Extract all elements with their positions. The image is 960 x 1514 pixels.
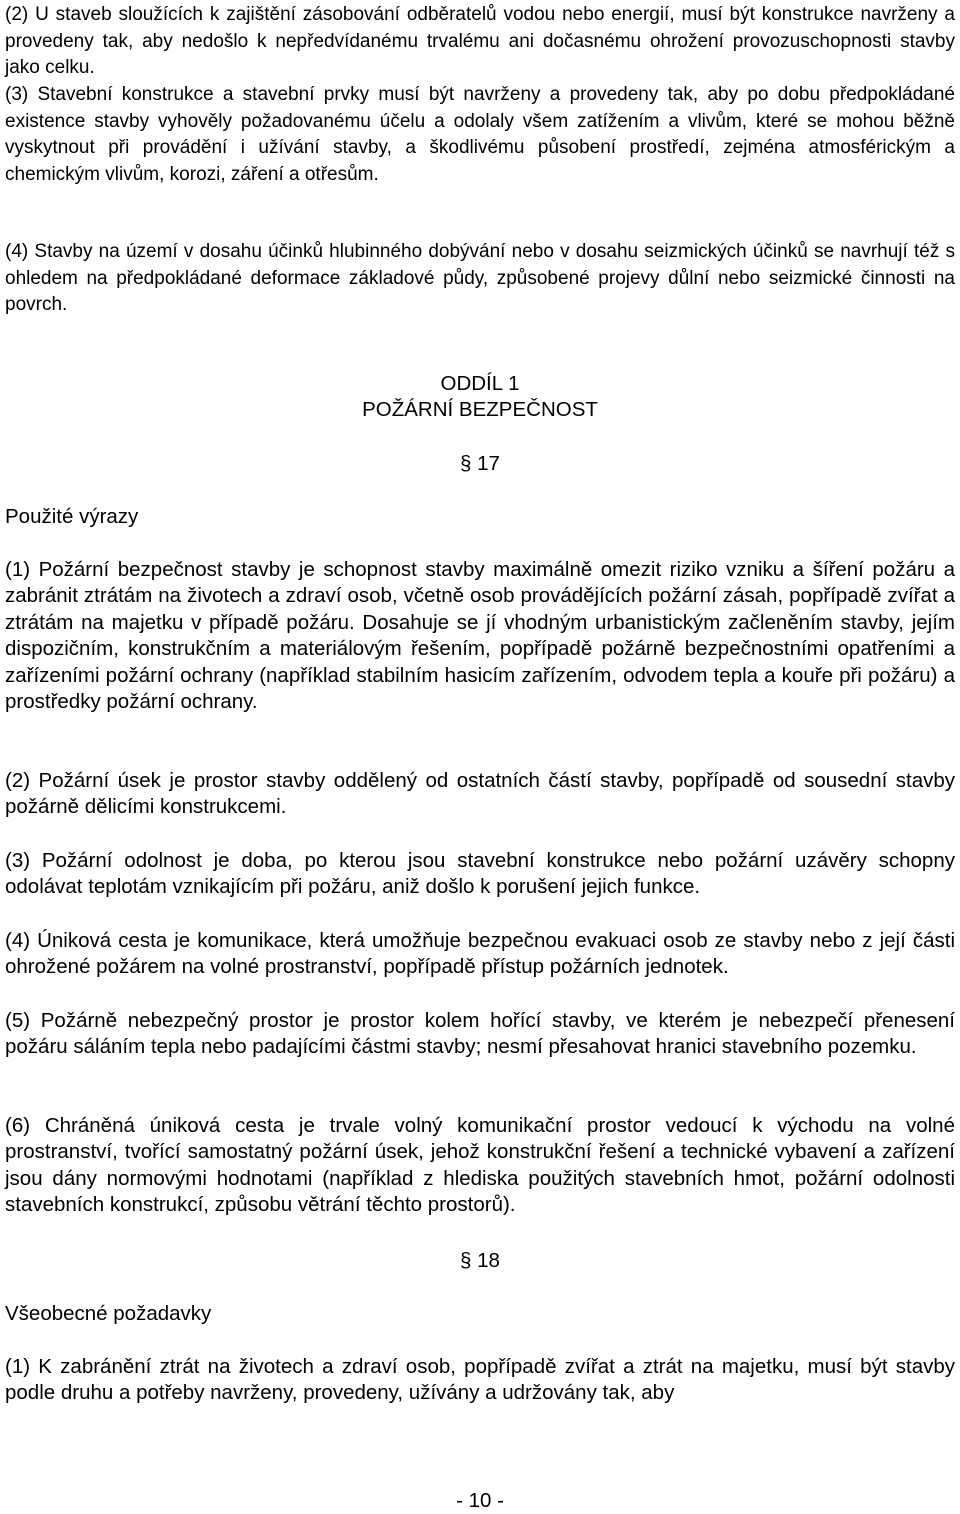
page-number: - 10 - [456, 1489, 504, 1512]
heading-used-terms: Použité výrazy [5, 505, 139, 528]
paragraph-3-structures: (3) Stavební konstrukce a stavební prvky musí být navrženy a provedeny tak, aby po dobu předpokládané existence stavby vyhověly požadovanému účelu a odolaly všem zatížením a vlivům, které se mohou běžně vyskytnout při provádění i užívání stavby, a škodlivému působení prostředí, zejména atmosférickým a chemickým vlivům, korozi, záření a otřesům. [5, 84, 955, 185]
paragraph-4-seismic: (4) Stavby na území v dosahu účinků hlubinného dobývání nebo v dosahu seizmických účinků se navrhují též s ohledem na předpokládané deformace základové půdy, způsobené projevy důlní nebo seizmické činnosti na povrch. [5, 241, 955, 315]
term-1-fire-safety: (1) Požární bezpečnost stavby je schopnost stavby maximálně omezit riziko vzniku a šíření požáru a zabránit ztrátám na životech a zdraví osob, včetně osob provádějících požární zásah, popřípadě zvířat a ztrátám na majetku v případě požáru. Dosahuje se jí vhodným urbanistickým začleněním stavby, jejím dispozičním, konstrukčním a materiálovým řešením, popřípadě požárně bezpečnostními opatřeními a zařízeními požární ochrany (například stabilním hasicím zařízením, odvodem tepla a kouře při požáru) a prostředky požární ochrany. [5, 558, 955, 714]
term-2-fire-section: (2) Požární úsek je prostor stavby oddělený od ostatních částí stavby, popřípadě od sousední stavby požárně dělicími konstrukcemi. [5, 769, 955, 819]
term-4-escape-route: (4) Úniková cesta je komunikace, která umožňuje bezpečnou evakuaci osob ze stavby nebo z její části ohrožené požárem na volné prostranství, popřípadě přístup požárních jednotek. [5, 929, 955, 979]
term-3-fire-resistance: (3) Požární odolnost je doba, po kterou jsou stavební konstrukce nebo požární uzávěry schopny odolávat teplotám vznikajícím při požáru, aniž došlo k porušení jejich funkce. [5, 849, 955, 899]
paragraph-2-water-energy: (2) U staveb sloužících k zajištění zásobování odběratelů vodou nebo energií, musí být konstrukce navrženy a provedeny tak, aby nedošlo k nepředvídanému trvalému ani dočasnému ohrožení provozuschopnosti stavby jako celku. [5, 4, 955, 78]
requirement-1: (1) K zabránění ztrát na životech a zdraví osob, popřípadě zvířat a ztrát na majetku, musí být stavby podle druhu a potřeby navrženy, provedeny, užívány a udržovány tak, aby [5, 1355, 955, 1405]
section-title: ODDÍL 1 [440, 372, 520, 395]
section-mark-17: § 17 [460, 452, 500, 475]
heading-general-requirements: Všeobecné požadavky [5, 1302, 212, 1325]
section-mark-18: § 18 [460, 1249, 500, 1272]
section-subtitle: POŽÁRNÍ BEZPEČNOST [362, 398, 598, 421]
term-5-dangerous-area: (5) Požárně nebezpečný prostor je prostor kolem hořící stavby, ve kterém je nebezpečí přenesení požáru sáláním tepla nebo padajícími částmi stavby; nesmí přesahovat hranici stavebního pozemku. [5, 1009, 955, 1059]
term-6-protected-route: (6) Chráněná úniková cesta je trvale volný komunikační prostor vedoucí k východu na volné prostranství, tvořící samostatný požární úsek, jehož konstrukční řešení a technické vybavení a zařízení jsou dány normovými hodnotami (například z hlediska použitých stavebních hmot, požární odolnosti stavebních konstrukcí, způsobu větrání těchto prostorů). [5, 1114, 955, 1217]
